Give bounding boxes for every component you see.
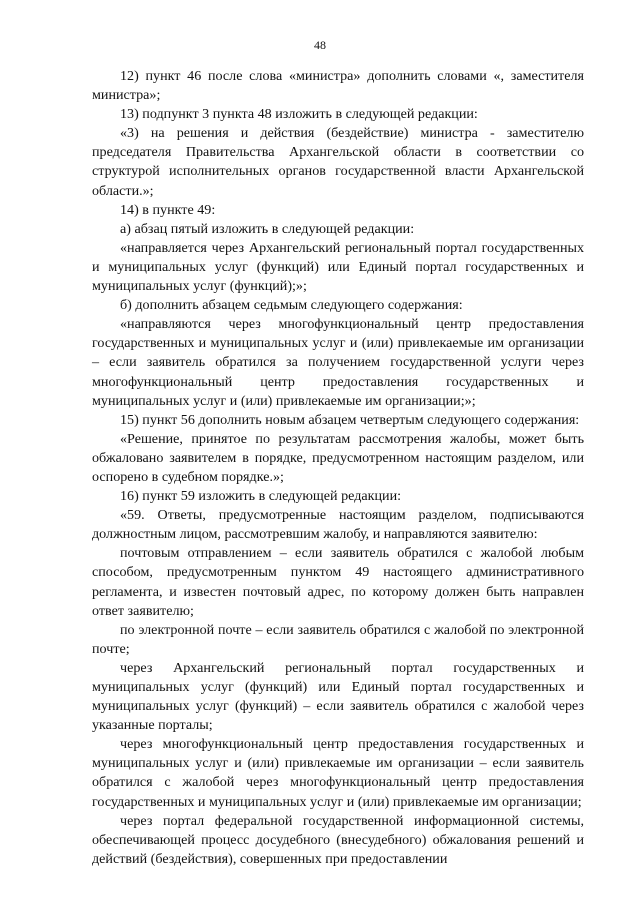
paragraph-item-15: 15) пункт 56 дополнить новым абзацем четвертым следующего содержания: bbox=[120, 411, 580, 428]
paragraph-portal: через Архангельский региональный портал государственных и муниципальных услуг (функций) или Единый портал государственных и муниципальных услуг (функций) – если заявитель обратился с жалобой через указанные порталы; bbox=[92, 659, 584, 734]
paragraph-item-12: 12) пункт 46 после слова «министра» дополнить словами «, заместителя министра»; bbox=[92, 68, 584, 104]
paragraph-item-14a: а) абзац пятый изложить в следующей редакции: bbox=[120, 220, 415, 237]
paragraph-federal-portal: через портал федеральной государственной информационной системы, обеспечивающей процесс досудебного (внесудебного) обжалования решений и действий (бездействия), совершенных при предоставлении bbox=[92, 812, 584, 867]
paragraph-item-14b: б) дополнить абзацем седьмым следующего содержания: bbox=[120, 297, 463, 314]
paragraph-item-13: 13) подпункт 3 пункта 48 изложить в следующей редакции: bbox=[120, 106, 478, 123]
paragraph-item-14: 14) в пункте 49: bbox=[120, 201, 216, 218]
paragraph-point-59-intro: «59. Ответы, предусмотренные настоящим разделом, подписываются должностным лицом, рассмотревшим жалобу, и направляются заявителю: bbox=[92, 507, 584, 543]
paragraph-email: по электронной почте – если заявитель обратился с жалобой по электронной почте; bbox=[92, 621, 584, 657]
paragraph-item-14b-text: «направляются через многофункциональный центр предоставления государственных и муниципальных услуг и (или) привлекаемые им организации – если заявитель обратился за получением государственной услуги через многофункциональный центр предоставления государственных и муниципальных услуг и (или) привлекаемые им организации;»; bbox=[92, 316, 584, 409]
page-number: 48 bbox=[314, 38, 326, 52]
paragraph-postal: почтовым отправлением – если заявитель обратился с жалобой любым способом, предусмотренным пунктом 49 настоящего административного регламента, и известен почтовый адрес, по которому должен быть направлен ответ заявителю; bbox=[92, 545, 584, 619]
paragraph-subpoint-3-text: «3) на решения и действия (бездействие) министра - заместителю председателя Правительства Архангельской области в соответствии со структурой исполнительных органов государственной власти Архангельской области.»; bbox=[92, 125, 584, 199]
paragraph-mfc: через многофункциональный центр предоставления государственных и муниципальных услуг и (или) привлекаемые им организации – если заявитель обратился с жалобой через многофункциональный центр предоставления государственных и муниципальных услуг и (или) привлекаемые им организации; bbox=[92, 736, 584, 810]
paragraph-item-14a-text: «направляется через Архангельский региональный портал государственных и муниципальных услуг (функций) или Единый портал государственных и муниципальных услуг (функций);»; bbox=[92, 239, 584, 295]
paragraph-item-15-text: «Решение, принятое по результатам рассмотрения жалобы, может быть обжаловано заявителем в порядке, предусмотренном настоящим разделом, или оспорено в судебном порядке.»; bbox=[92, 430, 584, 485]
document-body bbox=[92, 67, 584, 869]
paragraph-item-16: 16) пункт 59 изложить в следующей редакции: bbox=[120, 488, 402, 505]
